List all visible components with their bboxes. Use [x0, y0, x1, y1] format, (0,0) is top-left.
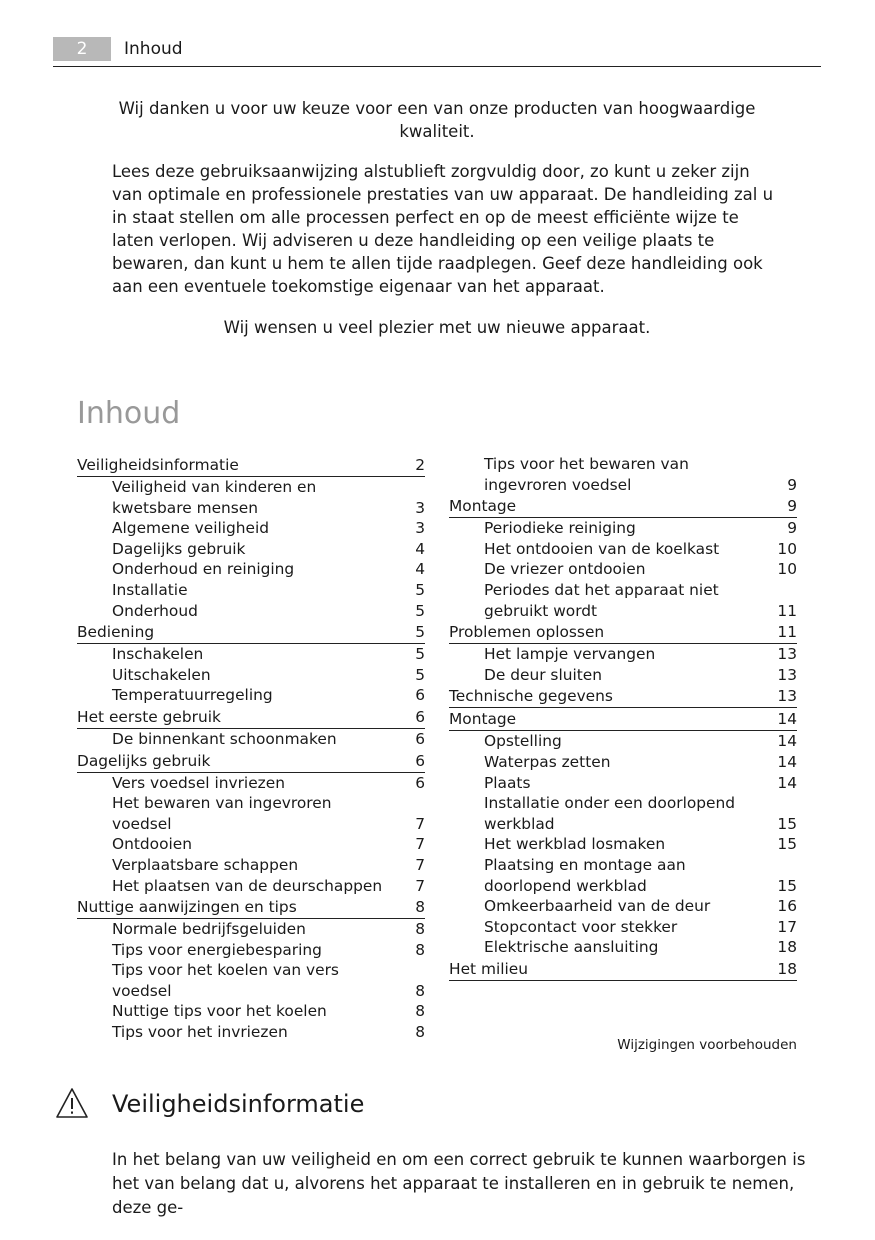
- toc-entry-title: Onderhoud en reiniging: [112, 560, 295, 579]
- toc-entry[interactable]: [112, 685, 425, 706]
- toc-chapter[interactable]: [449, 495, 797, 518]
- intro-body: Lees deze gebruiksaanwijzing alstublieft zorgvuldig door, zo kunt u zeker zijn van optimale en professionele prestaties van uw apparaat. De handleiding zal u in staat stellen om alle processen perfect en op de meest efficiënte wijze te laten verlopen. Wij adviseren u deze handleiding op een veilige plaats te bewaren, dan kunt u hem te allen tijde raadplegen. Geef deze handleiding ook aan een eventuele toekomstige eigenaar van het apparaat.: [112, 162, 774, 296]
- toc-entry-page: 16: [777, 897, 797, 916]
- toc-entry-page: 4: [415, 560, 425, 579]
- toc-entry-page: 6: [415, 773, 425, 792]
- toc-entry[interactable]: [112, 644, 425, 665]
- intro-thanks: Wij danken u voor uw keuze voor een van onze producten van hoogwaardige kwaliteit.: [118, 99, 756, 141]
- toc-chapter[interactable]: [77, 896, 425, 919]
- toc-entry[interactable]: [112, 940, 425, 961]
- toc-column-left: [77, 454, 425, 1043]
- toc-subsection-list: [449, 518, 797, 621]
- toc-entry[interactable]: [484, 793, 797, 834]
- toc-chapter-title: Nuttige aanwijzingen en tips: [77, 898, 297, 917]
- toc-entry-title: Elektrische aansluiting: [484, 938, 659, 957]
- toc-entry[interactable]: [112, 665, 425, 686]
- toc-subsection-list: [77, 729, 425, 750]
- toc-entry[interactable]: [484, 937, 797, 958]
- section-title: Veiligheidsinformatie: [112, 1090, 365, 1118]
- toc-chapter-title: Technische gegevens: [449, 687, 613, 706]
- toc-entry[interactable]: [484, 896, 797, 917]
- toc-entry-title: Installatie onder een doorlopend werkblad: [484, 794, 736, 833]
- footnote: Wijzigingen voorbehouden: [617, 1037, 797, 1053]
- toc-entry-title: Plaatsing en montage aan doorlopend werkblad: [484, 855, 686, 895]
- toc-chapter-page: 11: [777, 623, 797, 642]
- toc-entry[interactable]: [484, 580, 797, 621]
- toc-entry[interactable]: [484, 539, 797, 560]
- toc-entry-title: Nuttige tips voor het koelen: [112, 1002, 327, 1021]
- toc-entry[interactable]: [112, 793, 425, 834]
- toc-entry-page: 5: [415, 645, 425, 664]
- toc-entry-title: Algemene veiligheid: [112, 519, 270, 538]
- toc-entry[interactable]: [112, 477, 425, 518]
- toc-entry[interactable]: [484, 518, 797, 539]
- toc-entry[interactable]: [112, 729, 425, 750]
- toc-chapter-title: Het eerste gebruik: [77, 707, 221, 726]
- toc-entry-page: 13: [777, 645, 797, 664]
- toc-subsection-list: [77, 477, 425, 621]
- toc-entry-page: 8: [415, 920, 425, 939]
- toc-entry-title: Omkeerbaarheid van de deur: [484, 897, 711, 916]
- toc-entry-page: 8: [415, 940, 425, 959]
- toc-entry-title: Temperatuurregeling: [112, 686, 273, 705]
- toc-chapter[interactable]: [77, 454, 425, 477]
- toc-entry-title: Het bewaren van ingevroren voedsel: [112, 794, 332, 833]
- toc-entry[interactable]: [112, 539, 425, 560]
- toc-subsection-list: [77, 919, 425, 1043]
- page-header: [53, 37, 821, 67]
- toc-entry-title: Tips voor het invriezen: [112, 1023, 288, 1042]
- toc-entry[interactable]: [484, 559, 797, 580]
- toc-entry-page: 15: [777, 814, 797, 833]
- toc-chapter[interactable]: [449, 685, 797, 708]
- toc-entry[interactable]: [112, 559, 425, 580]
- toc-entry[interactable]: [112, 773, 425, 794]
- toc-entry-page: 14: [777, 773, 797, 792]
- toc-entry-page: 10: [777, 539, 797, 558]
- toc-subsection-list: [449, 454, 797, 495]
- toc-entry-title: Tips voor het koelen van vers voedsel: [112, 961, 339, 1000]
- toc-chapter[interactable]: [77, 706, 425, 729]
- toc-entry[interactable]: [112, 1001, 425, 1022]
- toc-entry-title: Normale bedrijfsgeluiden: [112, 920, 306, 939]
- toc-chapter-page: 6: [415, 751, 425, 770]
- toc-entry-title: Periodieke reiniging: [484, 519, 636, 538]
- toc-chapter-page: 18: [777, 959, 797, 978]
- toc-entry[interactable]: [112, 960, 425, 1001]
- toc-entry-page: 5: [415, 601, 425, 620]
- toc-chapter-page: 13: [777, 687, 797, 706]
- toc-entry-title: Ontdooien: [112, 835, 193, 854]
- toc-chapter-title: Bediening: [77, 623, 155, 642]
- toc-chapter[interactable]: [449, 621, 797, 644]
- toc-entry-title: Uitschakelen: [112, 665, 211, 684]
- toc-entry[interactable]: [112, 601, 425, 622]
- toc-chapter-page: 2: [415, 456, 425, 474]
- intro-wish: Wij wensen u veel plezier met uw nieuwe apparaat.: [223, 318, 651, 337]
- toc-subsection-list: [77, 644, 425, 706]
- toc-entry-page: 13: [777, 665, 797, 684]
- toc-entry-page: 10: [777, 560, 797, 579]
- toc-entry-page: 14: [777, 752, 797, 771]
- toc-entry[interactable]: [112, 834, 425, 855]
- toc-entry-title: Het ontdooien van de koelkast: [484, 539, 720, 558]
- toc-entry-title: Tips voor het bewaren van ingevroren voedsel: [484, 455, 689, 494]
- toc-entry-page: 11: [777, 601, 797, 620]
- toc-entry[interactable]: [112, 876, 425, 897]
- toc-entry-page: 5: [415, 665, 425, 684]
- toc-entry-page: 7: [415, 814, 425, 833]
- toc-chapter-title: Montage: [449, 497, 517, 516]
- toc-subsection-list: [449, 644, 797, 685]
- toc-entry-title: Tips voor energiebesparing: [112, 940, 322, 959]
- toc-entry-title: Plaats: [484, 773, 531, 792]
- toc-chapter-title: Veiligheidsinformatie: [77, 456, 239, 474]
- toc-entry[interactable]: [484, 752, 797, 773]
- toc-chapter-title: Problemen oplossen: [449, 623, 605, 642]
- toc-entry[interactable]: [112, 518, 425, 539]
- toc-entry-title: Inschakelen: [112, 645, 204, 664]
- toc-entry-page: 6: [415, 686, 425, 705]
- toc-entry[interactable]: [484, 773, 797, 794]
- toc-chapter-page: 14: [777, 710, 797, 729]
- toc-entry-title: Het lampje vervangen: [484, 645, 656, 664]
- toc-entry-title: Installatie: [112, 580, 188, 599]
- toc-chapter-page: 9: [787, 497, 797, 516]
- toc-entry[interactable]: [112, 855, 425, 876]
- toc-entry-title: Het plaatsen van de deurschappen: [112, 876, 383, 895]
- toc-heading: Inhoud: [77, 396, 181, 431]
- toc-entry-page: 8: [415, 1002, 425, 1021]
- warning-icon: [55, 1087, 89, 1119]
- toc-chapter-page: 5: [415, 623, 425, 642]
- toc-entry-page: 7: [415, 876, 425, 895]
- toc-entry[interactable]: [484, 917, 797, 938]
- toc-entry[interactable]: [484, 855, 797, 896]
- toc-entry-page: 9: [787, 475, 797, 494]
- toc-entry-title: Veiligheid van kinderen en kwetsbare mensen: [112, 478, 317, 517]
- toc-entry-page: 9: [787, 519, 797, 538]
- toc-entry-page: 8: [415, 981, 425, 1000]
- toc-column-right: [449, 454, 797, 981]
- toc-entry-title: De vriezer ontdooien: [484, 560, 646, 579]
- toc-chapter[interactable]: [449, 958, 797, 981]
- toc-entry-title: Dagelijks gebruik: [112, 539, 246, 558]
- page-number: 2: [53, 37, 111, 61]
- toc-entry-title: Het werkblad losmaken: [484, 835, 666, 854]
- toc-subsection-list: [449, 731, 797, 958]
- toc-entry-title: Onderhoud: [112, 601, 198, 620]
- toc-entry-page: 7: [415, 835, 425, 854]
- toc-entry-page: 14: [777, 732, 797, 751]
- toc-chapter-title: Dagelijks gebruik: [77, 751, 211, 770]
- toc-entry-title: Periodes dat het apparaat niet gebruikt wordt: [484, 580, 719, 620]
- toc-chapter-page: 6: [415, 707, 425, 726]
- toc-subsection-list: [77, 773, 425, 897]
- toc-entry[interactable]: [112, 580, 425, 601]
- header-title: Inhoud: [124, 39, 183, 59]
- toc-entry-title: Stopcontact voor stekker: [484, 917, 678, 936]
- toc-entry[interactable]: [112, 1022, 425, 1043]
- toc-chapter[interactable]: [449, 708, 797, 731]
- toc-chapter-page: 8: [415, 898, 425, 917]
- toc-chapter[interactable]: [77, 750, 425, 773]
- toc-entry[interactable]: [484, 644, 797, 665]
- toc-entry-page: 18: [777, 938, 797, 957]
- toc-entry-page: 7: [415, 855, 425, 874]
- toc-chapter[interactable]: [77, 621, 425, 644]
- toc-entry[interactable]: [484, 454, 797, 495]
- toc-entry-page: 5: [415, 580, 425, 599]
- section-body: In het belang van uw veiligheid en om een correct gebruik te kunnen waarborgen is het van belang dat u, alvorens het apparaat te installeren en in gebruik te nemen, deze ge-: [112, 1150, 806, 1217]
- toc-entry[interactable]: [112, 919, 425, 940]
- toc-chapter-title: Het milieu: [449, 959, 529, 978]
- toc-entry-page: 8: [415, 1023, 425, 1042]
- toc-chapter-title: Montage: [449, 710, 517, 729]
- toc-entry-page: 15: [777, 835, 797, 854]
- toc-entry-title: Verplaatsbare schappen: [112, 855, 299, 874]
- toc-entry-title: Waterpas zetten: [484, 752, 611, 771]
- toc-entry-page: 4: [415, 539, 425, 558]
- toc-entry-title: De binnenkant schoonmaken: [112, 729, 337, 748]
- toc-entry-page: 17: [777, 917, 797, 936]
- toc-entry-title: Vers voedsel invriezen: [112, 773, 285, 792]
- toc-entry-page: 6: [415, 729, 425, 748]
- toc-entry[interactable]: [484, 834, 797, 855]
- toc-entry[interactable]: [484, 731, 797, 752]
- toc-entry-page: 15: [777, 876, 797, 895]
- toc-entry-page: 3: [415, 519, 425, 538]
- toc-entry-title: Opstelling: [484, 732, 562, 751]
- toc-entry-page: 3: [415, 498, 425, 517]
- toc-entry[interactable]: [484, 665, 797, 686]
- toc-entry-title: De deur sluiten: [484, 665, 603, 684]
